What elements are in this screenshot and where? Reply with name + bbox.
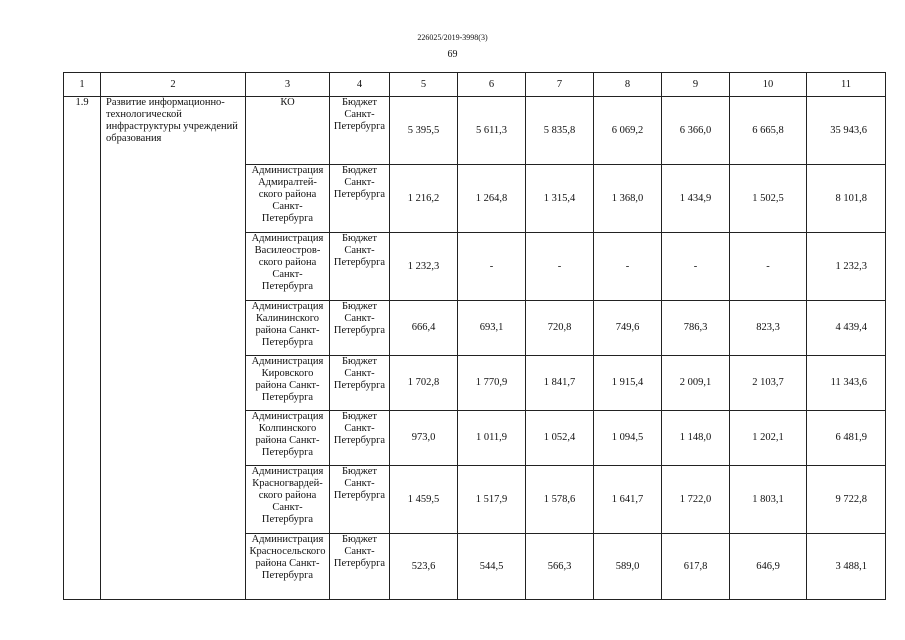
value-cell: 1 459,5 — [390, 466, 458, 534]
col-header-11: 11 — [807, 73, 886, 97]
funding-source-cell: Бюджет Санкт-Петербурга — [330, 411, 390, 466]
col-header-7: 7 — [526, 73, 594, 97]
funding-source-cell: Бюджет Санкт-Петербурга — [330, 97, 390, 165]
value-cell: 5 611,3 — [458, 97, 526, 165]
funding-source-cell: Бюджет Санкт-Петербурга — [330, 301, 390, 356]
total-cell: 11 343,6 — [807, 356, 886, 411]
document-number: 226025/2019-3998(3) — [417, 33, 488, 42]
funding-source-cell: Бюджет Санкт-Петербурга — [330, 534, 390, 600]
page-number: 69 — [447, 49, 458, 60]
value-cell: 1 517,9 — [458, 466, 526, 534]
executor-cell: Администрация Адмиралтей-ского района Санкт-Петербурга — [246, 165, 330, 233]
funding-source-cell: Бюджет Санкт-Петербурга — [330, 233, 390, 301]
value-cell: - — [526, 233, 594, 301]
executor-cell: Администрация Красногвардей-ского района Санкт-Петербурга — [246, 466, 330, 534]
col-header-3: 3 — [246, 73, 330, 97]
executor-cell: Администрация Кировского района Санкт-Петербурга — [246, 356, 330, 411]
value-cell: 1 434,9 — [662, 165, 730, 233]
executor-cell: КО — [246, 97, 330, 165]
col-header-1: 1 — [64, 73, 101, 97]
col-header-10: 10 — [730, 73, 807, 97]
value-cell: 523,6 — [390, 534, 458, 600]
value-cell: 2 009,1 — [662, 356, 730, 411]
col-header-9: 9 — [662, 73, 730, 97]
funding-source-cell: Бюджет Санкт-Петербурга — [330, 466, 390, 534]
value-cell: 823,3 — [730, 301, 807, 356]
value-cell: 1 011,9 — [458, 411, 526, 466]
total-cell: 3 488,1 — [807, 534, 886, 600]
value-cell: 693,1 — [458, 301, 526, 356]
value-cell: 720,8 — [526, 301, 594, 356]
value-cell: - — [458, 233, 526, 301]
value-cell: 6 069,2 — [594, 97, 662, 165]
table-row — [64, 97, 886, 165]
value-cell: 5 395,5 — [390, 97, 458, 165]
header-row — [64, 73, 886, 97]
value-cell: 6 665,8 — [730, 97, 807, 165]
funding-source-cell: Бюджет Санкт-Петербурга — [330, 165, 390, 233]
funding-source-cell: Бюджет Санкт-Петербурга — [330, 356, 390, 411]
total-cell: 9 722,8 — [807, 466, 886, 534]
value-cell: 544,5 — [458, 534, 526, 600]
value-cell: 666,4 — [390, 301, 458, 356]
col-header-2: 2 — [101, 73, 246, 97]
col-header-4: 4 — [330, 73, 390, 97]
total-cell: 4 439,4 — [807, 301, 886, 356]
value-cell: 1 264,8 — [458, 165, 526, 233]
value-cell: 1 841,7 — [526, 356, 594, 411]
value-cell: 589,0 — [594, 534, 662, 600]
value-cell: - — [594, 233, 662, 301]
total-cell: 1 232,3 — [807, 233, 886, 301]
value-cell: 749,6 — [594, 301, 662, 356]
value-cell: 1 368,0 — [594, 165, 662, 233]
value-cell: 1 803,1 — [730, 466, 807, 534]
executor-cell: Администрация Калининского района Санкт-Петербурга — [246, 301, 330, 356]
value-cell: 1 702,8 — [390, 356, 458, 411]
value-cell: 1 202,1 — [730, 411, 807, 466]
value-cell: 1 232,3 — [390, 233, 458, 301]
col-header-8: 8 — [594, 73, 662, 97]
value-cell: 617,8 — [662, 534, 730, 600]
value-cell: 1 094,5 — [594, 411, 662, 466]
value-cell: - — [662, 233, 730, 301]
value-cell: 1 216,2 — [390, 165, 458, 233]
executor-cell: Администрация Колпинского района Санкт-Петербурга — [246, 411, 330, 466]
value-cell: 1 502,5 — [730, 165, 807, 233]
value-cell: 1 315,4 — [526, 165, 594, 233]
executor-cell: Администрация Василеостров-ского района Санкт-Петербурга — [246, 233, 330, 301]
value-cell: 2 103,7 — [730, 356, 807, 411]
value-cell: - — [730, 233, 807, 301]
total-cell: 6 481,9 — [807, 411, 886, 466]
col-header-6: 6 — [458, 73, 526, 97]
value-cell: 1 641,7 — [594, 466, 662, 534]
value-cell: 973,0 — [390, 411, 458, 466]
value-cell: 5 835,8 — [526, 97, 594, 165]
value-cell: 1 770,9 — [458, 356, 526, 411]
value-cell: 1 148,0 — [662, 411, 730, 466]
value-cell: 1 052,4 — [526, 411, 594, 466]
item-number: 1.9 — [64, 97, 101, 600]
value-cell: 1 578,6 — [526, 466, 594, 534]
col-header-5: 5 — [390, 73, 458, 97]
total-cell: 35 943,6 — [807, 97, 886, 165]
total-cell: 8 101,8 — [807, 165, 886, 233]
value-cell: 1 722,0 — [662, 466, 730, 534]
value-cell: 566,3 — [526, 534, 594, 600]
value-cell: 646,9 — [730, 534, 807, 600]
item-name: Развитие информационно-технологической инфраструктуры учреждений образования — [101, 97, 246, 600]
value-cell: 1 915,4 — [594, 356, 662, 411]
budget-table — [63, 72, 886, 600]
executor-cell: Администрация Красносельского района Санкт-Петербурга — [246, 534, 330, 600]
value-cell: 6 366,0 — [662, 97, 730, 165]
value-cell: 786,3 — [662, 301, 730, 356]
